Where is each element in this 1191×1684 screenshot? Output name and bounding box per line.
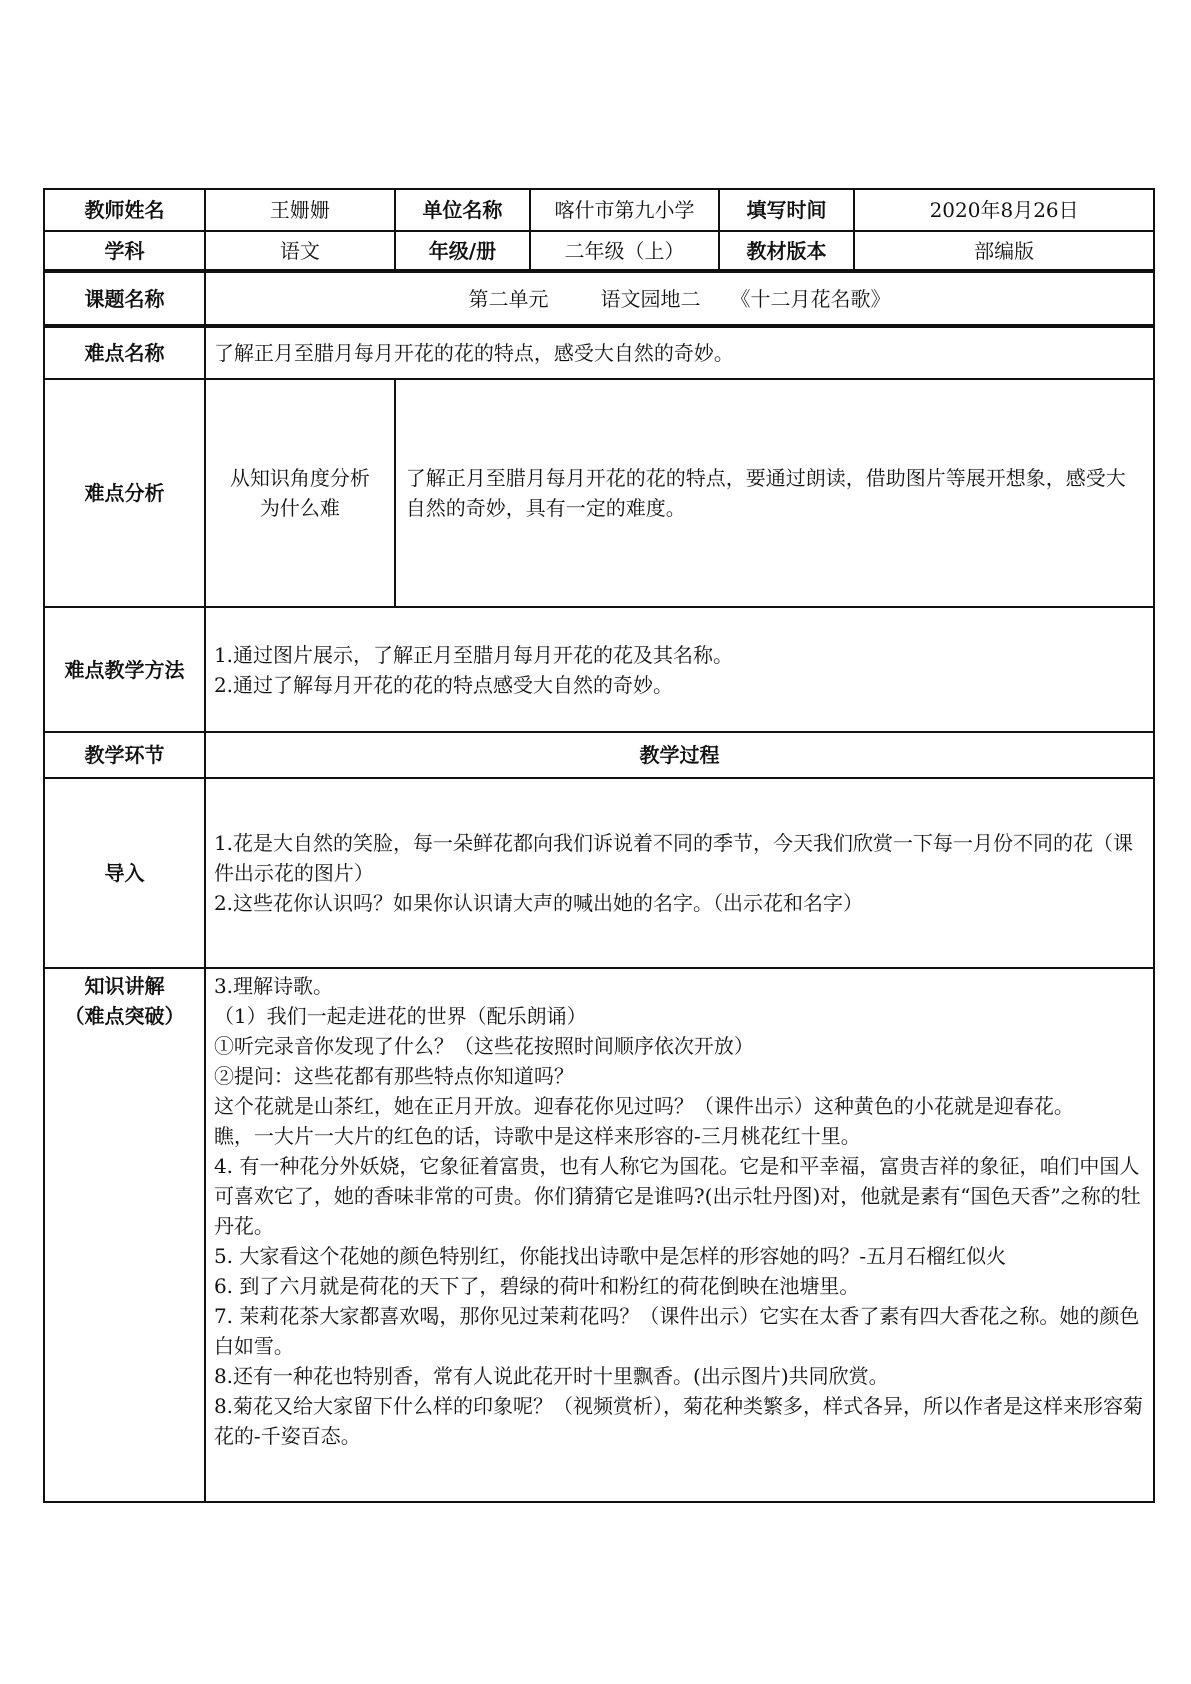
knowledge-row: [44, 968, 1154, 1502]
grade-label: 年级/册: [395, 231, 530, 271]
difficulty-row: [44, 326, 1154, 379]
knowledge-label-line1: 知识讲解: [84, 974, 165, 998]
edition-label: 教材版本: [719, 231, 854, 271]
knowledge-label-line2: （难点突破）: [64, 1004, 185, 1028]
knowledge-line: 6. 到了六月就是荷花的天下了，碧绿的荷叶和粉红的荷花倒映在池塘里。: [213, 1274, 860, 1298]
analysis-value: 了解正月至腊月每月开花的花的特点，要通过朗读，借助图片等展开想象，感受大自然的奇妙，具有一定的难度。: [395, 379, 1154, 607]
fill-date-label: 填写时间: [719, 189, 854, 231]
knowledge-line: 7. 茉莉花茶大家都喜欢喝，那你见过茉莉花吗？（课件出示）它实在太香了素有四大香花之称。她的颜色白如雪。: [213, 1304, 1140, 1358]
analysis-sub-label: [205, 379, 395, 607]
method-label: 难点教学方法: [44, 607, 205, 732]
teacher-name-label: 教师姓名: [44, 189, 205, 231]
unit-name-value: 喀什市第九小学: [530, 189, 719, 231]
knowledge-line: 这个花就是山茶红，她在正月开放。迎春花你见过吗？（课件出示）这种黄色的小花就是迎春花。: [213, 1094, 1074, 1118]
unit-name-label: 单位名称: [395, 189, 530, 231]
edition-value: 部编版: [854, 231, 1154, 271]
lesson-plan-document: [43, 188, 1155, 1503]
topic-value: [205, 271, 1154, 326]
intro-label: 导入: [44, 778, 205, 968]
analysis-row: [44, 379, 1154, 607]
method-line: 1.通过图片展示，了解正月至腊月每月开花的花及其名称。: [213, 642, 734, 667]
teacher-name-value: 王姗姗: [205, 189, 395, 231]
knowledge-line: 8.还有一种花也特别香，常有人说此花开时十里飘香。(出示图片)共同欣赏。: [213, 1364, 889, 1388]
knowledge-line: ①听完录音你发现了什么？（这些花按照时间顺序依次开放）: [213, 1034, 754, 1058]
method-line: 2.通过了解每月开花的花的特点感受大自然的奇妙。: [213, 672, 674, 697]
process-header-row: [44, 732, 1154, 778]
knowledge-line: 5. 大家看这个花她的颜色特别红，你能找出诗歌中是怎样的形容她的吗？-五月石榴红似火: [213, 1244, 1007, 1268]
knowledge-line: 3.理解诗歌。: [213, 974, 334, 998]
topic-title: 《十二月花名歌》: [730, 286, 891, 311]
grade-value: 二年级（上）: [530, 231, 719, 271]
topic-unit: 第二单元: [468, 286, 549, 311]
analysis-sub-label-line1: 从知识角度分析: [229, 466, 370, 490]
lesson-plan-table: [43, 188, 1155, 1503]
fill-date-value: 2020年8月26日: [854, 189, 1154, 231]
knowledge-value: [205, 968, 1154, 1502]
analysis-label: 难点分析: [44, 379, 205, 607]
difficulty-label: 难点名称: [44, 326, 205, 379]
analysis-sub-label-line2: 为什么难: [259, 496, 340, 520]
method-row: [44, 607, 1154, 732]
knowledge-line: 8.菊花又给大家留下什么样的印象呢？（视频赏析），菊花种类繁多，样式各异，所以作者是这样来形容菊花的-千姿百态。: [213, 1394, 1144, 1448]
intro-line: 1.花是大自然的笑脸，每一朵鲜花都向我们诉说着不同的季节，今天我们欣赏一下每一月份不同的花（课件出示花的图片）: [213, 831, 1134, 885]
header-row-2: [44, 231, 1154, 271]
knowledge-line: 瞧，一大片一大片的红色的话，诗歌中是这样来形容的-三月桃花红十里。: [213, 1124, 861, 1148]
method-value: [205, 607, 1154, 732]
difficulty-value: 了解正月至腊月每月开花的花的特点，感受大自然的奇妙。: [205, 326, 1154, 379]
intro-row: [44, 778, 1154, 968]
stage-header-label: 教学环节: [44, 732, 205, 778]
knowledge-line: 4. 有一种花分外妖娆，它象征着富贵，也有人称它为国花。它是和平幸福，富贵吉祥的象征，咱们中国人可喜欢它了，她的香味非常的可贵。你们猜猜它是谁吗?(出示牡丹图)对，他就是素有“国色天香”之称的牡丹花。: [213, 1154, 1141, 1238]
header-row-1: [44, 189, 1154, 231]
topic-section: 语文园地二: [600, 286, 701, 311]
topic-label: 课题名称: [44, 271, 205, 326]
intro-line: 2.这些花你认识吗？如果你认识请大声的喊出她的名字。（出示花和名字）: [213, 891, 864, 915]
process-header-label: 教学过程: [205, 732, 1154, 778]
knowledge-line: ②提问：这些花都有那些特点你知道吗？: [213, 1064, 574, 1088]
knowledge-label: [44, 968, 205, 1502]
knowledge-line: （1）我们一起走进花的世界（配乐朗诵）: [213, 1004, 587, 1028]
subject-label: 学科: [44, 231, 205, 271]
intro-value: [205, 778, 1154, 968]
subject-value: 语文: [205, 231, 395, 271]
topic-row: [44, 271, 1154, 326]
